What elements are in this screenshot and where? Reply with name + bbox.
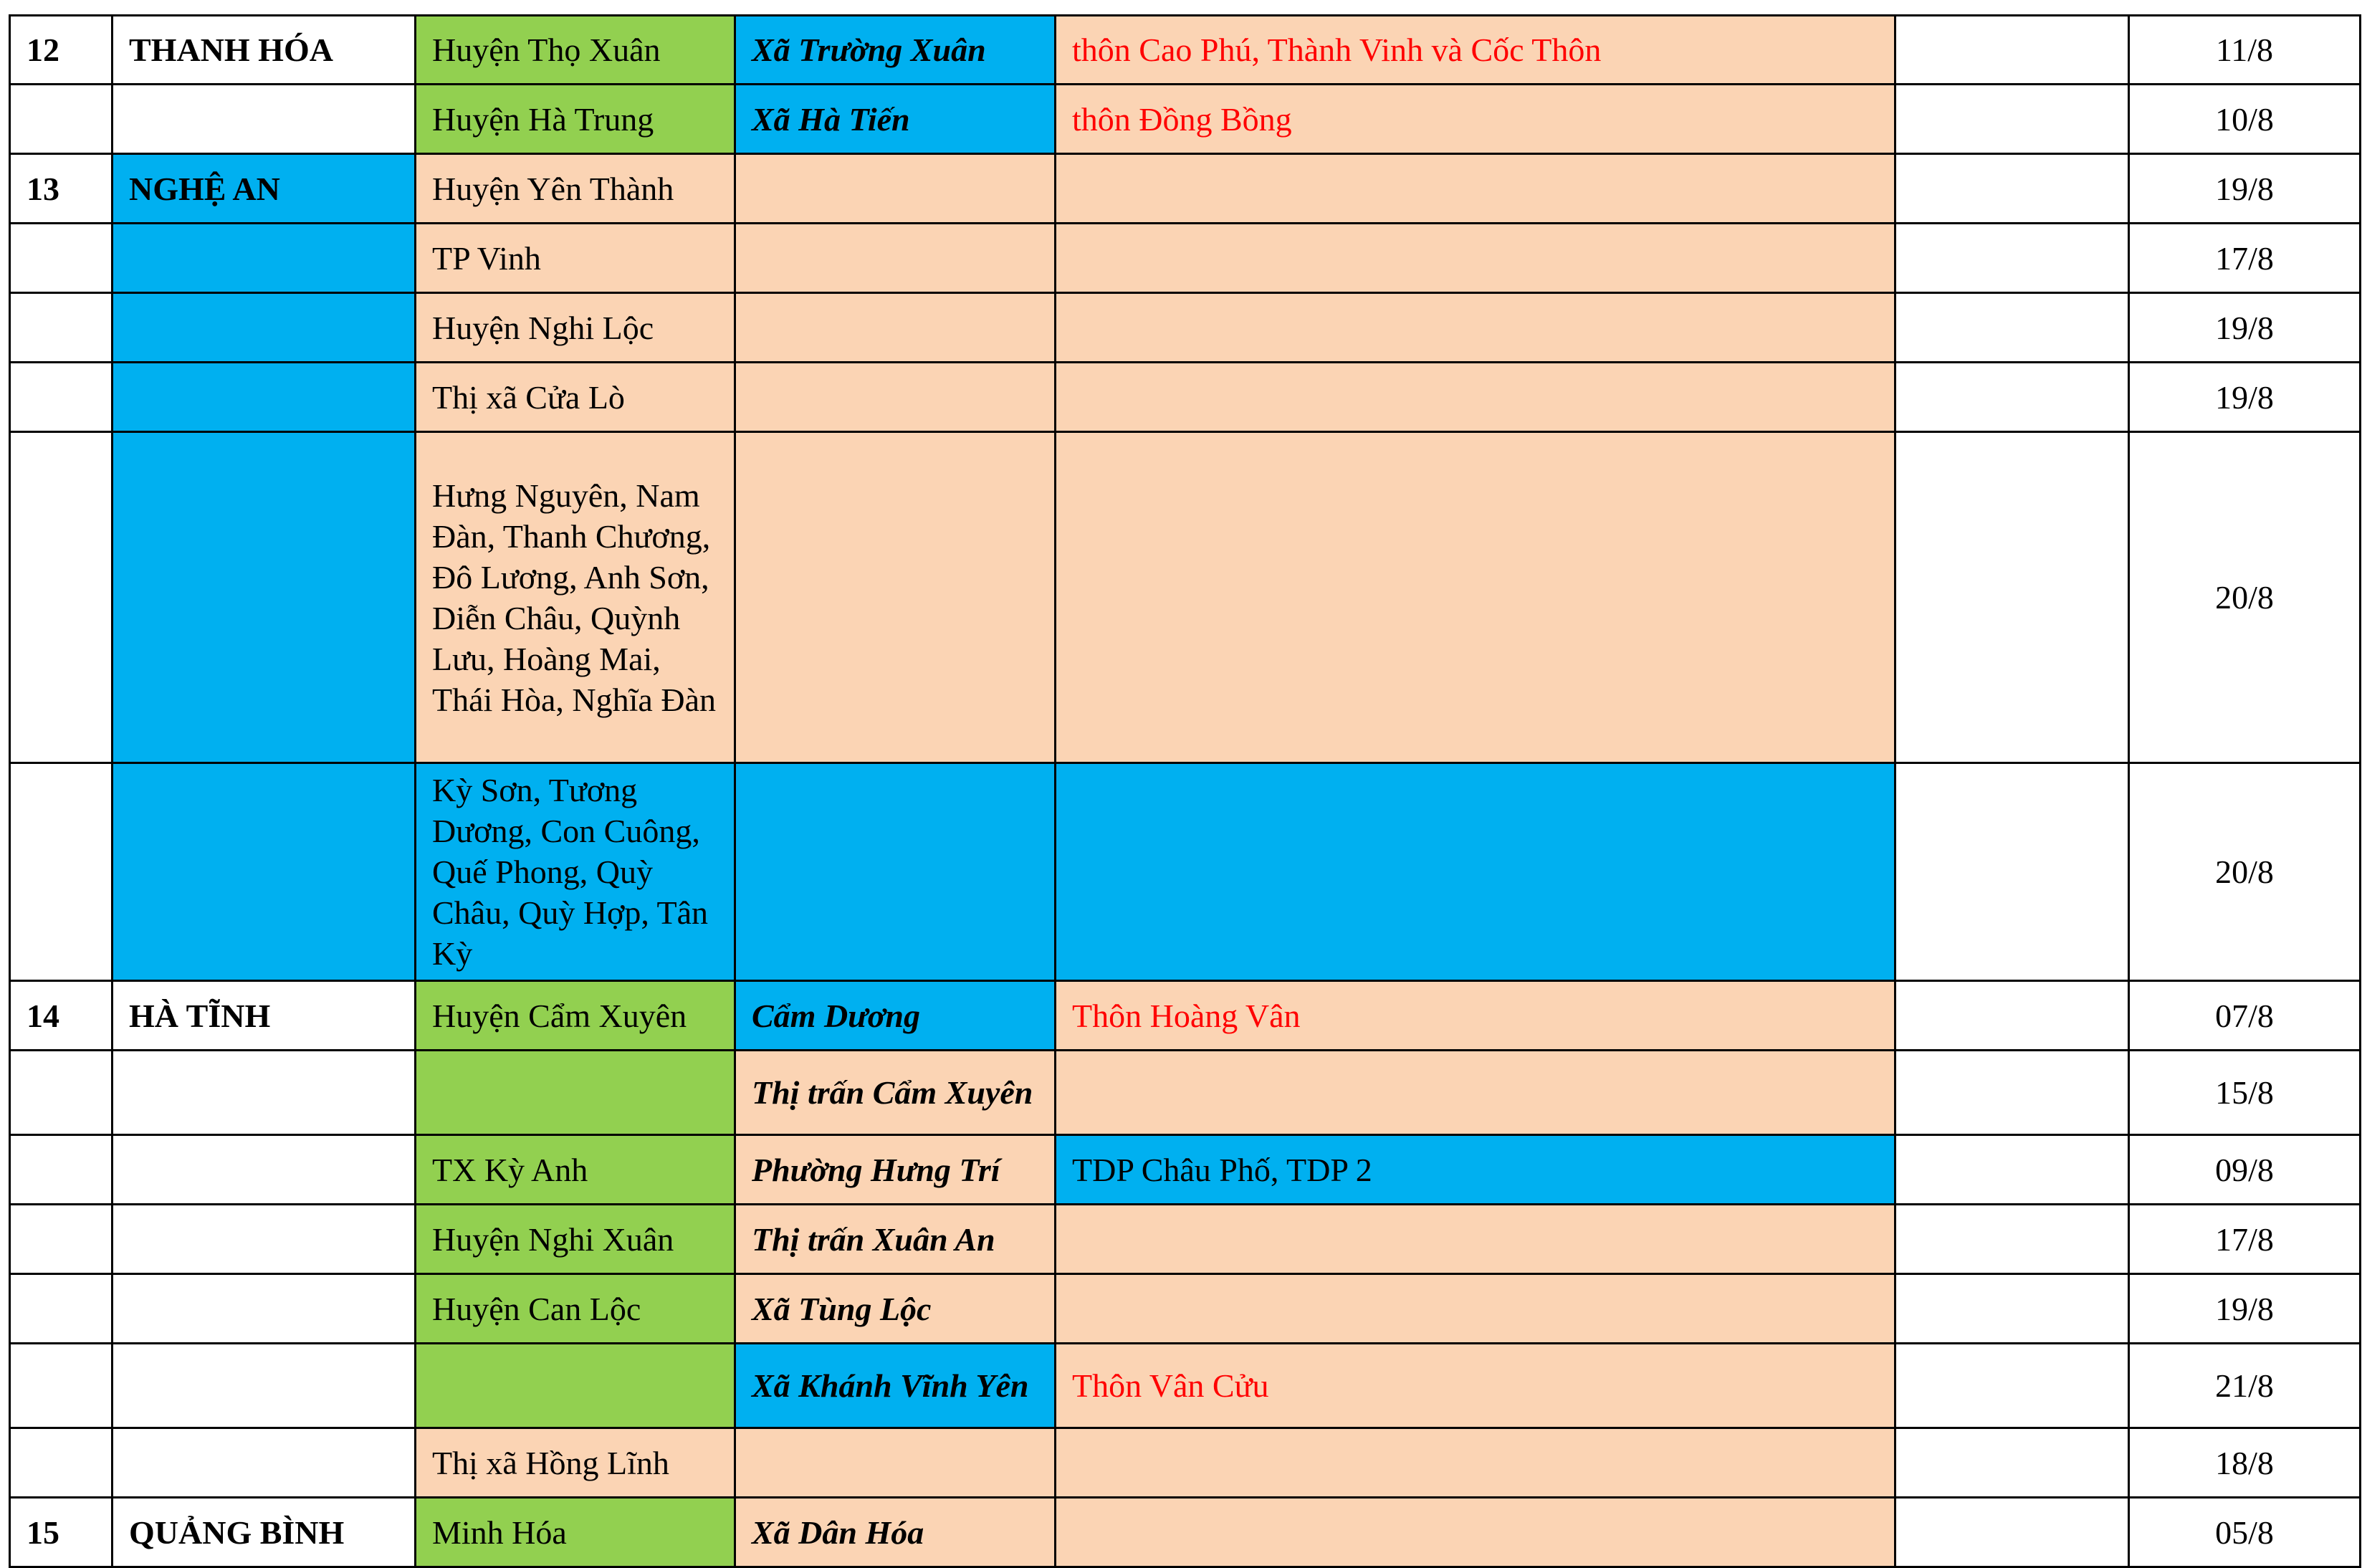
- province-cell: [113, 1274, 416, 1344]
- province-cell: [113, 363, 416, 432]
- date-cell: 19/8: [2129, 293, 2361, 363]
- date-cell: 19/8: [2129, 363, 2361, 432]
- commune-cell: Phường Hưng Trí: [735, 1135, 1056, 1205]
- stt-cell: [10, 1344, 113, 1428]
- date-cell: 19/8: [2129, 154, 2361, 224]
- outbreak-table: [9, 14, 2361, 1568]
- date-cell: 17/8: [2129, 1205, 2361, 1274]
- province-cell: NGHỆ AN: [113, 154, 416, 224]
- table-row: [10, 1274, 2361, 1344]
- village-cell: thôn Đồng Bồng: [1056, 85, 1895, 154]
- district-cell: Huyện Yên Thành: [416, 154, 735, 224]
- village-cell: thôn Cao Phú, Thành Vinh và Cốc Thôn: [1056, 16, 1895, 85]
- district-cell: Minh Hóa: [416, 1498, 735, 1567]
- commune-cell: Xã Khánh Vĩnh Yên: [735, 1344, 1056, 1428]
- stt-cell: [10, 1428, 113, 1498]
- date-cell: 20/8: [2129, 432, 2361, 763]
- province-cell: [113, 293, 416, 363]
- stt-cell: [10, 1135, 113, 1205]
- note-cell: [1895, 85, 2129, 154]
- province-cell: [113, 224, 416, 293]
- table-row: [10, 154, 2361, 224]
- district-cell: [416, 1344, 735, 1428]
- table-row: [10, 1135, 2361, 1205]
- stt-cell: [10, 1051, 113, 1135]
- date-cell: 05/8: [2129, 1498, 2361, 1567]
- commune-cell: [735, 763, 1056, 981]
- date-cell: 19/8: [2129, 1274, 2361, 1344]
- village-cell: [1056, 363, 1895, 432]
- commune-cell: [735, 224, 1056, 293]
- date-cell: 21/8: [2129, 1344, 2361, 1428]
- stt-cell: [10, 1274, 113, 1344]
- village-cell: [1056, 1205, 1895, 1274]
- table-row: [10, 224, 2361, 293]
- province-cell: [113, 1205, 416, 1274]
- note-cell: [1895, 1135, 2129, 1205]
- province-cell: QUẢNG BÌNH: [113, 1498, 416, 1567]
- district-cell: Huyện Hà Trung: [416, 85, 735, 154]
- district-cell: Huyện Thọ Xuân: [416, 16, 735, 85]
- date-cell: 11/8: [2129, 16, 2361, 85]
- stt-cell: [10, 293, 113, 363]
- stt-cell: [10, 363, 113, 432]
- stt-cell: [10, 85, 113, 154]
- table-row: [10, 1344, 2361, 1428]
- note-cell: [1895, 1051, 2129, 1135]
- note-cell: [1895, 363, 2129, 432]
- commune-cell: Xã Tùng Lộc: [735, 1274, 1056, 1344]
- commune-cell: [735, 1428, 1056, 1498]
- note-cell: [1895, 1274, 2129, 1344]
- note-cell: [1895, 432, 2129, 763]
- stt-cell: 13: [10, 154, 113, 224]
- village-cell: [1056, 154, 1895, 224]
- village-cell: Thôn Hoàng Vân: [1056, 981, 1895, 1051]
- date-cell: 15/8: [2129, 1051, 2361, 1135]
- village-cell: [1056, 293, 1895, 363]
- stt-cell: 12: [10, 16, 113, 85]
- note-cell: [1895, 1205, 2129, 1274]
- date-cell: 17/8: [2129, 224, 2361, 293]
- district-cell: Thị xã Cửa Lò: [416, 363, 735, 432]
- district-cell: Huyện Nghi Xuân: [416, 1205, 735, 1274]
- province-cell: [113, 85, 416, 154]
- commune-cell: Xã Trường Xuân: [735, 16, 1056, 85]
- district-cell: TP Vinh: [416, 224, 735, 293]
- stt-cell: [10, 1205, 113, 1274]
- table-row: [10, 981, 2361, 1051]
- stt-cell: [10, 432, 113, 763]
- village-cell: [1056, 432, 1895, 763]
- village-cell: [1056, 1428, 1895, 1498]
- table-row: [10, 293, 2361, 363]
- note-cell: [1895, 154, 2129, 224]
- date-cell: 18/8: [2129, 1428, 2361, 1498]
- province-cell: [113, 763, 416, 981]
- table-row: [10, 1428, 2361, 1498]
- commune-cell: Xã Dân Hóa: [735, 1498, 1056, 1567]
- stt-cell: [10, 224, 113, 293]
- district-cell: Huyện Can Lộc: [416, 1274, 735, 1344]
- date-cell: 10/8: [2129, 85, 2361, 154]
- commune-cell: Cẩm Dương: [735, 981, 1056, 1051]
- commune-cell: [735, 363, 1056, 432]
- table-row: [10, 1205, 2361, 1274]
- commune-cell: Thị trấn Xuân An: [735, 1205, 1056, 1274]
- district-cell: TX Kỳ Anh: [416, 1135, 735, 1205]
- stt-cell: 14: [10, 981, 113, 1051]
- village-cell: Thôn Vân Cửu: [1056, 1344, 1895, 1428]
- note-cell: [1895, 1498, 2129, 1567]
- table-body: [10, 16, 2361, 1567]
- table-row: [10, 16, 2361, 85]
- province-cell: [113, 1135, 416, 1205]
- date-cell: 20/8: [2129, 763, 2361, 981]
- village-cell: [1056, 1051, 1895, 1135]
- table-row: [10, 363, 2361, 432]
- commune-cell: [735, 293, 1056, 363]
- table-row: [10, 763, 2361, 981]
- note-cell: [1895, 1344, 2129, 1428]
- commune-cell: [735, 154, 1056, 224]
- province-cell: HÀ TĨNH: [113, 981, 416, 1051]
- date-cell: 09/8: [2129, 1135, 2361, 1205]
- table-row: [10, 432, 2361, 763]
- province-cell: THANH HÓA: [113, 16, 416, 85]
- note-cell: [1895, 763, 2129, 981]
- stt-cell: 15: [10, 1498, 113, 1567]
- district-cell: Huyện Nghi Lộc: [416, 293, 735, 363]
- stt-cell: [10, 763, 113, 981]
- note-cell: [1895, 293, 2129, 363]
- village-cell: TDP Châu Phố, TDP 2: [1056, 1135, 1895, 1205]
- district-cell: Kỳ Sơn, Tương Dương, Con Cuông, Quế Phong, Quỳ Châu, Quỳ Hợp, Tân Kỳ: [416, 763, 735, 981]
- table-row: [10, 1498, 2361, 1567]
- district-cell: Huyện Cẩm Xuyên: [416, 981, 735, 1051]
- village-cell: [1056, 1274, 1895, 1344]
- village-cell: [1056, 763, 1895, 981]
- province-cell: [113, 1051, 416, 1135]
- note-cell: [1895, 1428, 2129, 1498]
- village-cell: [1056, 224, 1895, 293]
- province-cell: [113, 1428, 416, 1498]
- note-cell: [1895, 981, 2129, 1051]
- note-cell: [1895, 16, 2129, 85]
- table-row: [10, 85, 2361, 154]
- commune-cell: [735, 432, 1056, 763]
- district-cell: Thị xã Hồng Lĩnh: [416, 1428, 735, 1498]
- note-cell: [1895, 224, 2129, 293]
- district-cell: [416, 1051, 735, 1135]
- table-row: [10, 1051, 2361, 1135]
- commune-cell: Xã Hà Tiến: [735, 85, 1056, 154]
- date-cell: 07/8: [2129, 981, 2361, 1051]
- district-cell: Hưng Nguyên, Nam Đàn, Thanh Chương, Đô Lương, Anh Sơn, Diễn Châu, Quỳnh Lưu, Hoàng Mai, Thái Hòa, Nghĩa Đàn: [416, 432, 735, 763]
- province-cell: [113, 432, 416, 763]
- commune-cell: Thị trấn Cẩm Xuyên: [735, 1051, 1056, 1135]
- province-cell: [113, 1344, 416, 1428]
- village-cell: [1056, 1498, 1895, 1567]
